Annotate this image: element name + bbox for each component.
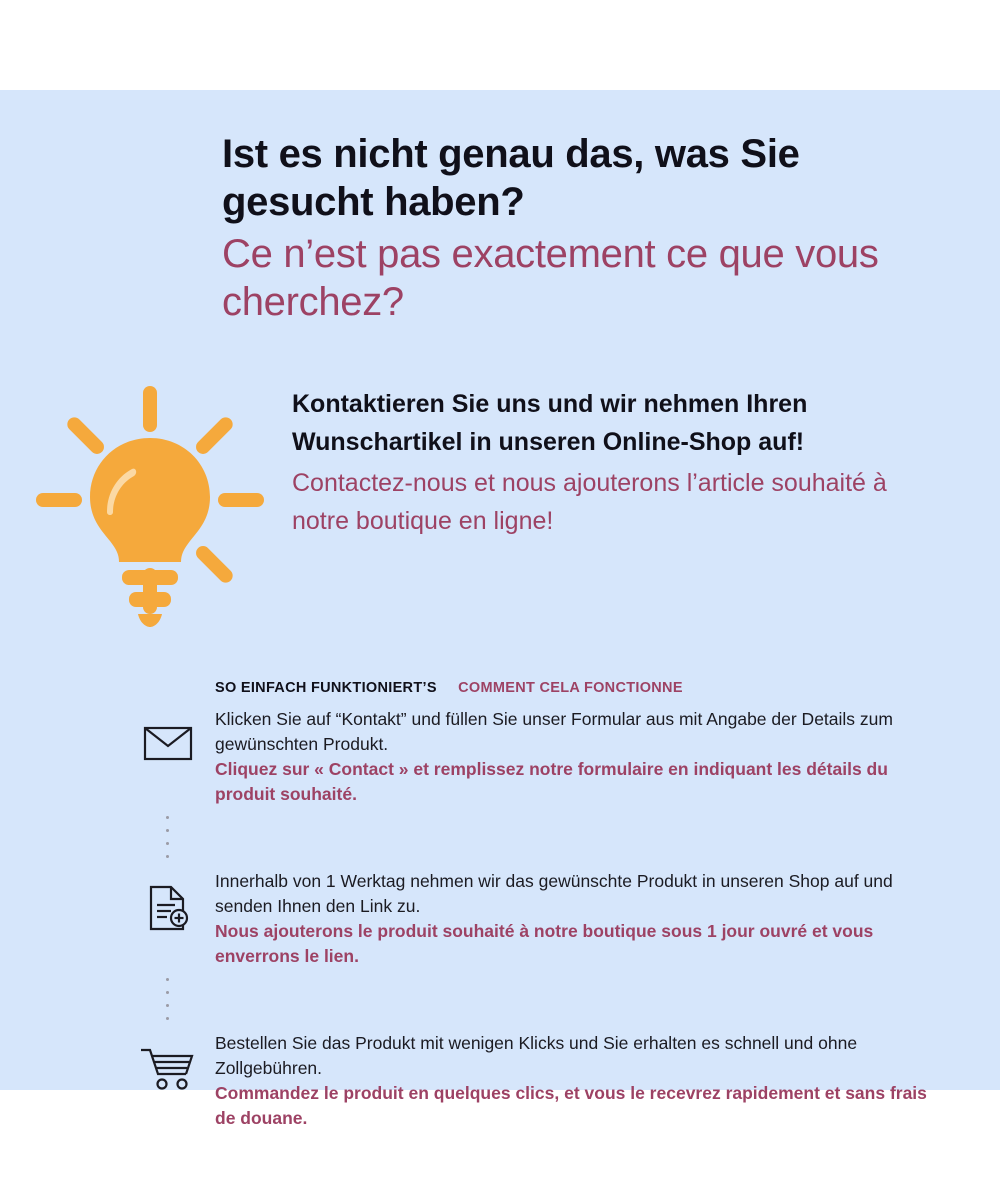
step-icon-wrap bbox=[120, 705, 215, 763]
step-icon-wrap bbox=[120, 867, 215, 931]
step-de: Bestellen Sie das Produkt mit wenigen Klicks und Sie erhalten es schnell und ohne Zollgebühren. bbox=[215, 1033, 858, 1078]
connector-dot bbox=[166, 842, 169, 845]
document-add-icon bbox=[145, 885, 191, 931]
shopping-cart-icon bbox=[140, 1047, 196, 1091]
step-divider bbox=[120, 807, 940, 867]
headline-block bbox=[222, 130, 922, 326]
headline-fr: Ce n’est pas exactement ce que vous cherchez? bbox=[222, 232, 879, 324]
step-de: Klicken Sie auf “Kontakt” und füllen Sie unser Formular aus mit Angabe der Details zum gewünschten Produkt. bbox=[215, 709, 893, 754]
step-fr: Nous ajouterons le produit souhaité à notre boutique sous 1 jour ouvré et vous enverrons le lien. bbox=[215, 921, 874, 966]
lightbulb-icon bbox=[30, 380, 270, 630]
list-item bbox=[120, 1029, 940, 1131]
step-icon-wrap bbox=[120, 1029, 215, 1091]
connector-dot bbox=[166, 1004, 169, 1007]
step-fr: Commandez le produit en quelques clics, et vous le recevrez rapidement et sans frais de douane. bbox=[215, 1083, 927, 1128]
list-item bbox=[120, 705, 940, 807]
connector-dot bbox=[166, 1017, 169, 1020]
howto-heading-fr: COMMENT CELA FONCTIONNE bbox=[458, 680, 683, 696]
list-item bbox=[120, 867, 940, 969]
step-divider bbox=[120, 969, 940, 1029]
lightbulb-illustration bbox=[30, 380, 270, 630]
howto-steps bbox=[120, 705, 940, 1131]
dotted-connector bbox=[120, 807, 215, 867]
envelope-icon bbox=[143, 723, 193, 763]
headline-de: Ist es nicht genau das, was Sie gesucht haben? bbox=[222, 132, 800, 224]
connector-dot bbox=[166, 829, 169, 832]
step-text bbox=[215, 1029, 940, 1131]
intro-fr: Contactez-nous et nous ajouterons l’article souhaité à notre boutique en ligne! bbox=[292, 469, 887, 535]
howto-heading-de: SO EINFACH FUNKTIONIERT’S bbox=[215, 680, 437, 696]
intro-de: Kontaktieren Sie uns und wir nehmen Ihren Wunschartikel in unseren Online-Shop auf! bbox=[292, 390, 808, 456]
promo-banner bbox=[0, 90, 1000, 1128]
howto-heading bbox=[215, 680, 683, 696]
connector-dot bbox=[166, 978, 169, 981]
step-fr: Cliquez sur « Contact » et remplissez notre formulaire en indiquant les détails du produit souhaité. bbox=[215, 759, 888, 804]
dotted-connector bbox=[120, 969, 215, 1029]
intro-block bbox=[292, 385, 912, 540]
connector-dot bbox=[166, 991, 169, 994]
connector-dot bbox=[166, 816, 169, 819]
step-de: Innerhalb von 1 Werktag nehmen wir das gewünschte Produkt in unseren Shop auf und senden Ihnen den Link zu. bbox=[215, 871, 893, 916]
step-text bbox=[215, 705, 940, 807]
connector-dot bbox=[166, 855, 169, 858]
step-text bbox=[215, 867, 940, 969]
